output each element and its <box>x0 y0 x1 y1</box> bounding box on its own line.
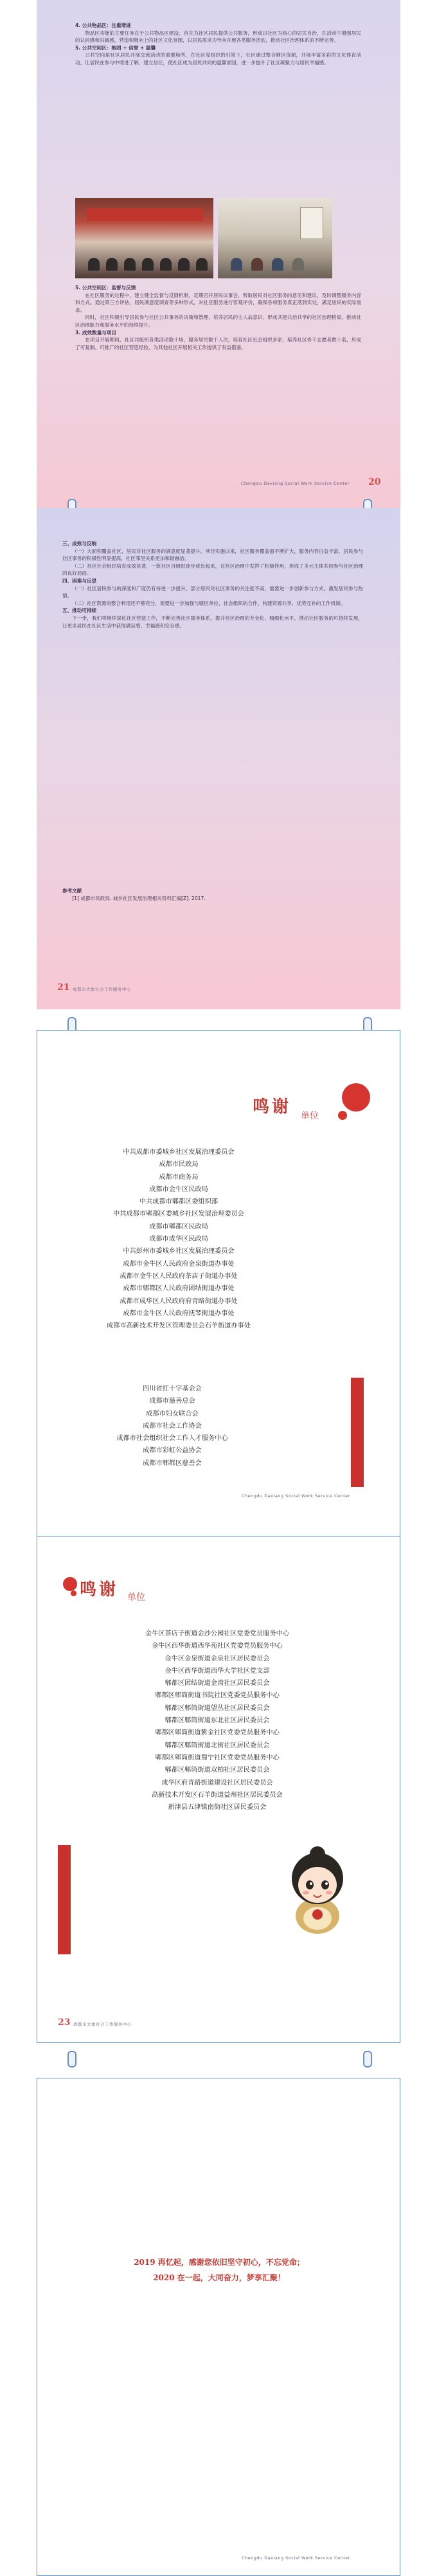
org-item: 成都市社会工作协会 <box>143 1422 202 1430</box>
red-circle-decoration <box>338 1111 347 1120</box>
paragraph: 物品区功能的主要任务在于公共物品区建设，首先为社区居民提供公共服务，形成以社区为核心的居民自治，在活动中增强居民的认同感和归属感，营造积极向上的社区文化氛围，以居民需求为导向开展各类服务活动，推动社区治理体系的不断完善。 <box>75 30 361 44</box>
org-item: 郫都区郫筒街道蜀宁社区党委党员服务中心 <box>155 1754 280 1761</box>
org-item: 新津县五津镇南街社区居民委员会 <box>168 1804 267 1812</box>
org-item: 郫都区郫筒街道紫金社区党委党员服务中心 <box>155 1729 280 1737</box>
paragraph: 在社区服务的过程中，建立健全监督与反馈机制，定期召开居民议事会，听取居民对社区服务的意见和建议，及时调整服务内容和方式。通过第三方评估、居民满意度调查等多种形式，对社区服务进行客观评价，确保各项服务真正落到实处，满足居民的实际需求。 <box>75 292 361 313</box>
paragraph: 在项目开展期间，社区共组织各类活动数十场，服务居民数千人次，培育社区社会组织多家，培养社区骨干志愿者数十名，形成了可复制、可推广的社区营造经验，为其他社区开展相关工作提供了有益借鉴。 <box>75 337 361 350</box>
org-item: 郫都区团结街道金湾社区居民委员会 <box>165 1680 270 1688</box>
org-item: 金牛区西华街道西华大学社区党支部 <box>165 1667 270 1675</box>
org-item: 成都市郫都区慈善会 <box>143 1459 202 1467</box>
org-item: 成都市高新技术开发区管理委员会石羊街道办事处 <box>106 1322 251 1330</box>
page20-text-top <box>75 22 361 67</box>
red-bar-decoration <box>351 1378 364 1487</box>
page21-text <box>62 540 363 629</box>
paragraph: （一）大面积覆盖社区，居民对社区服务的满意度显著提升。项目实施以来，社区服务覆盖面不断扩大，服务内容日益丰富，居民参与社区事务的积极性明显提高，社区邻里关系更加和谐融洽。 <box>62 548 363 562</box>
org-item: 中共成都市郫都区委组织部 <box>139 1198 219 1206</box>
photo-residents-activity <box>218 198 332 278</box>
closing-line-2: 2020 在一起，大同奋力，梦享汇聚！ <box>153 2273 285 2282</box>
page-footer: 成都市大象社会工作服务中心 <box>73 2022 132 2027</box>
acknowledgement-title: 鸣谢 <box>253 1097 292 1117</box>
red-bar-decoration <box>58 1845 71 1954</box>
org-item: 金牛区金泉街道金泉社区居民委员会 <box>165 1655 270 1662</box>
org-item: 成都市妇女联合会 <box>146 1410 199 1418</box>
org-list-government <box>63 1146 294 1332</box>
paragraph: （二）社区社会组织培育成效显著，一批社区自组织逐步成长起来，在社区治理中发挥了积极作用，形成了多元主体共同参与社区治理的良好局面。 <box>62 563 363 577</box>
org-item: 成都市金牛区民政局 <box>149 1185 208 1193</box>
section-heading: 三、成效与反响 <box>62 541 97 546</box>
paragraph: 下一步，我们将继续深化社区营造工作，不断完善社区服务体系，提升社区治理的专业化、精细化水平，推动社区服务的可持续发展，让更多居民在社区生活中获得满足感、幸福感和安全感。 <box>62 615 363 629</box>
org-item: 成都市金牛区人民政府抚琴街道办事处 <box>123 1310 235 1317</box>
org-item: 成都市成华区人民政府府青路街道办事处 <box>120 1297 238 1305</box>
red-circle-decoration <box>63 1577 77 1591</box>
page20-text-bottom <box>75 284 361 351</box>
org-item: 中共成都市委城乡社区发展治理委员会 <box>123 1149 235 1156</box>
org-item: 成都市郫都区民政局 <box>149 1223 208 1230</box>
org-item: 郫都区郫筒街道双柏社区居民委员会 <box>165 1767 270 1774</box>
org-item: 中共成都市郫都区委城乡社区发展治理委员会 <box>113 1211 244 1218</box>
org-item: 金牛区茶店子街道金沙公园社区党委党员服务中心 <box>145 1630 290 1637</box>
closing-page <box>37 2078 400 2576</box>
org-item: 成都市商务局 <box>159 1173 199 1181</box>
paragraph-heading: 5. 公共空间区：抱团 + 信誉 + 温馨 <box>75 44 156 51</box>
paragraph: 同时，社区积极引导居民参与社区公共事务的决策和管理，培养居民的主人翁意识，形成共建共治共享的社区治理格局，推动社区治理能力和服务水平的持续提升。 <box>75 314 361 328</box>
cartoon-mascot-illustration <box>281 1839 353 1935</box>
paragraph: 公共空间是社区居民开展交流活动的重要场所，在社区党组织的引领下，社区通过整合辖区资源，开展丰富多彩的文化体育活动，让居民在参与中增进了解、建立信任，使社区成为居民共同的温馨家园，进一步提升了社区凝聚力与居民幸福感。 <box>75 52 361 66</box>
page-footer: Chengdu Daxiang Social Work Service Center <box>242 2555 350 2561</box>
report-page-20 <box>37 0 400 508</box>
org-item: 成华区府青路街道建设社区居民委员会 <box>161 1779 273 1787</box>
binder-ring-icon <box>363 2051 372 2067</box>
red-circle-decoration <box>342 1083 370 1112</box>
paragraph-heading: 4. 公共物品区：注重增进 <box>75 23 131 28</box>
page-number: 20 <box>368 477 381 487</box>
closing-line-1: 2019 再忆起，感谢您依旧坚守初心，不忘党命； <box>134 2258 305 2267</box>
acknowledgement-subtitle: 单位 <box>127 1592 145 1603</box>
org-item: 成都市郫都区人民政府团结街道办事处 <box>123 1285 235 1293</box>
org-list-social <box>76 1383 269 1470</box>
references-heading: 参考文献 <box>62 888 82 894</box>
paragraph-heading: 3. 成效数量与项目 <box>75 329 116 336</box>
paragraph: （一）社区居民参与的深度和广度仍有待进一步提升，部分居民对社区事务的关注度不高，需要进一步创新参与方式，激发居民参与热情。 <box>62 585 363 599</box>
org-item: 高新技术开发区石羊街道益州社区居民委员会 <box>152 1791 283 1799</box>
red-circle-decoration <box>71 1590 76 1596</box>
page-footer: 成都市大象社会工作服务中心 <box>73 987 131 992</box>
org-item: 四川省红十字基金会 <box>143 1385 202 1392</box>
org-item: 郫都区郫筒街道书院社区党委党员服务中心 <box>155 1692 280 1700</box>
org-item: 成都市民政局 <box>159 1161 199 1169</box>
org-item: 成都市成华区民政局 <box>149 1236 208 1243</box>
acknowledgement-page-2 <box>37 1536 400 2043</box>
section-heading: 四、困难与反思 <box>62 577 97 584</box>
report-page-21 <box>37 508 400 1009</box>
org-item: 郫都区郫筒街道东北社区居民委员会 <box>165 1717 270 1725</box>
page-number: 23 <box>58 2017 71 2028</box>
binder-ring-icon <box>67 2051 76 2067</box>
acknowledgement-title: 鸣谢 <box>80 1580 119 1599</box>
org-item: 成都市社会组织社会工作人才服务中心 <box>116 1435 228 1443</box>
org-item: 成都市慈善总会 <box>149 1398 195 1405</box>
org-item: 郫都区郫筒街道望丛社区居民委员会 <box>165 1704 270 1712</box>
page-number: 21 <box>57 982 70 993</box>
org-item: 成都市彩虹公益协会 <box>143 1447 202 1455</box>
acknowledgement-page-1 <box>37 1030 400 1536</box>
acknowledgement-subtitle: 单位 <box>301 1111 319 1121</box>
page-footer: Chengdu Daxiang Social Work Service Center <box>242 1493 350 1499</box>
org-item: 郫都区郫筒街道北街社区居民委员会 <box>165 1742 270 1749</box>
org-list-communities <box>89 1628 346 1814</box>
red-banner-shape <box>87 208 202 221</box>
org-item: 中共彭州市委城乡社区发展治理委员会 <box>123 1248 235 1256</box>
paragraph-heading: 5. 公共空间区：监督与反馈 <box>75 285 136 291</box>
section-heading: 五、推动可持续 <box>62 608 97 614</box>
page-footer: Chengdu Daxiang Social Work Service Center <box>241 481 350 486</box>
org-item: 金牛区西华街道西华苑社区党委党员服务中心 <box>152 1643 283 1650</box>
org-item: 成都市金牛区人民政府金泉街道办事处 <box>123 1260 235 1268</box>
reference-item: [1] 成都市民政局. 城乡社区发展治理相关资料汇编[Z]. 2017. <box>72 895 206 901</box>
paragraph: （二）社区资源的整合利用还不够充分，需要进一步加强与辖区单位、社会组织的合作，构建资源共享、优势互补的工作机制。 <box>72 600 346 606</box>
references <box>62 887 363 902</box>
photo-community-meeting <box>75 198 213 278</box>
org-item: 成都市金牛区人民政府茶店子街道办事处 <box>120 1272 238 1280</box>
